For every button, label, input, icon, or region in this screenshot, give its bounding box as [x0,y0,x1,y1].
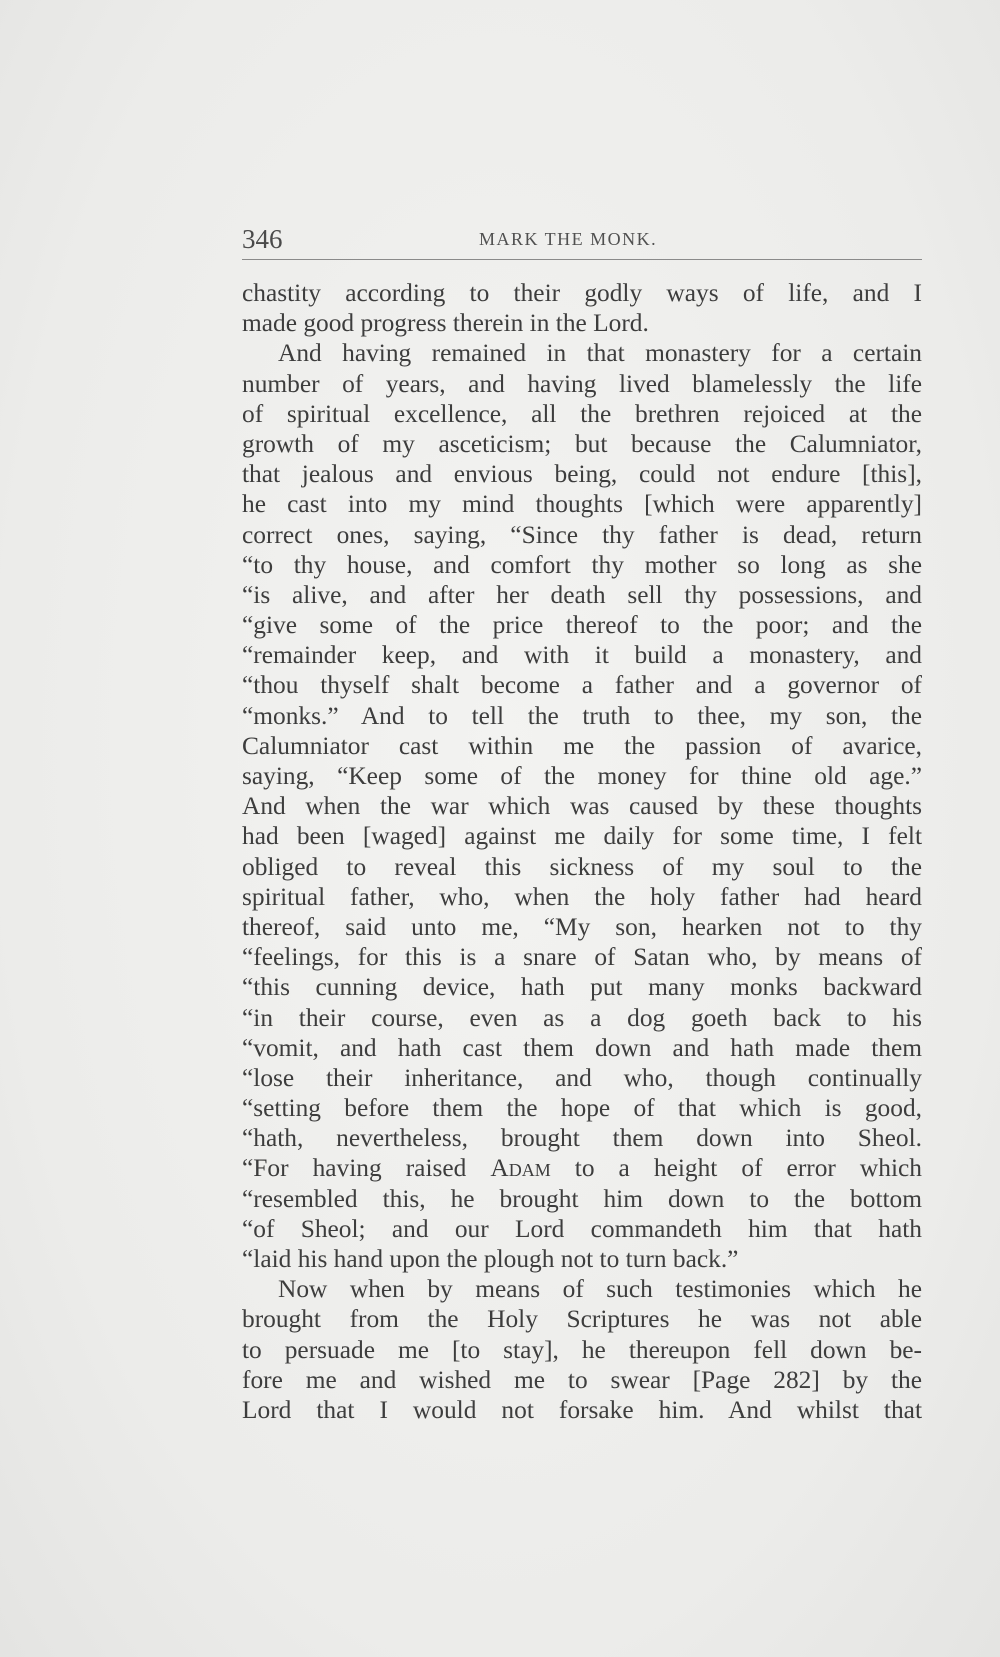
text-line: “feelings, for this is a snare of Satan who, by means of [242,943,922,972]
text-line: “this cunning device, hath put many monks backward [242,973,922,1002]
text-line: And when the war which was caused by these thoughts [242,792,922,821]
text-line: “laid his hand upon the plough not to turn back.” [242,1245,739,1273]
text-line: fore me and wished me to swear [Page 282] by the [242,1365,922,1394]
text-line: brought from the Holy Scriptures he was not able [242,1305,922,1334]
text-line: that jealous and envious being, could not endure [this], [242,460,922,489]
text-segment: “For having raised [242,1154,491,1183]
text-line: made good progress therein in the Lord. [242,309,649,338]
text-line: Now when by means of such testimonies which he [278,1275,922,1304]
text-line: “thou thyself shalt become a father and a governor of [242,671,922,700]
small-caps-name: Adam [490,1154,551,1183]
text-line: to persuade me [to stay], he thereupon fell down be- [242,1335,922,1364]
text-line: “vomit, and hath cast them down and hath made them [242,1033,922,1062]
text-line: he cast into my mind thoughts [which were apparently] [242,490,922,519]
text-segment: to a height of error which [550,1154,922,1183]
running-title: MARK THE MONK. [479,229,658,249]
text-line: saying, “Keep some of the money for thine old age.” [242,762,922,790]
text-line: obliged to reveal this sickness of my soul to the [242,852,922,881]
text-line: “in their course, even as a dog goeth back to his [242,1003,922,1032]
text-line: “monks.” And to tell the truth to thee, my son, the [242,701,922,730]
text-line: “of Sheol; and our Lord commandeth him that hath [242,1214,922,1243]
text-line: “lose their inheritance, and who, though continually [242,1063,922,1092]
text-line: number of years, and having lived blamelessly the life [242,369,922,398]
text-line: thereof, said unto me, “My son, hearken not to thy [242,912,922,941]
body-text [242,278,922,1425]
text-line [242,1153,922,1183]
page-header [242,224,922,258]
text-line: had been [waged] against me daily for some time, I felt [242,822,922,851]
text-line: “to thy house, and comfort thy mother so long as she [242,550,922,579]
text-line: “setting before them the hope of that which is good, [242,1094,922,1123]
text-line: “give some of the price thereof to the poor; and the [242,611,922,640]
text-line: correct ones, saying, “Since thy father is dead, return [242,520,922,549]
text-line: chastity according to their godly ways of life, and I [242,279,922,307]
text-line: of spiritual excellence, all the brethren rejoiced at the [242,399,922,428]
text-line: And having remained in that monastery for a certain [278,339,922,368]
text-line: Calumniator cast within me the passion of avarice, [242,731,922,760]
page-number: 346 [242,224,283,254]
header-rule [242,259,922,260]
text-line: spiritual father, who, when the holy father had heard [242,882,922,911]
text-line: “is alive, and after her death sell thy possessions, and [242,580,922,609]
text-line: “resembled this, he brought him down to the bottom [242,1184,922,1213]
text-line: Lord that I would not forsake him. And whilst that [242,1395,922,1424]
text-line: “hath, nevertheless, brought them down into Sheol. [242,1124,922,1153]
text-line: “remainder keep, and with it build a monastery, and [242,641,922,670]
text-line: growth of my asceticism; but because the Calumniator, [242,429,922,458]
